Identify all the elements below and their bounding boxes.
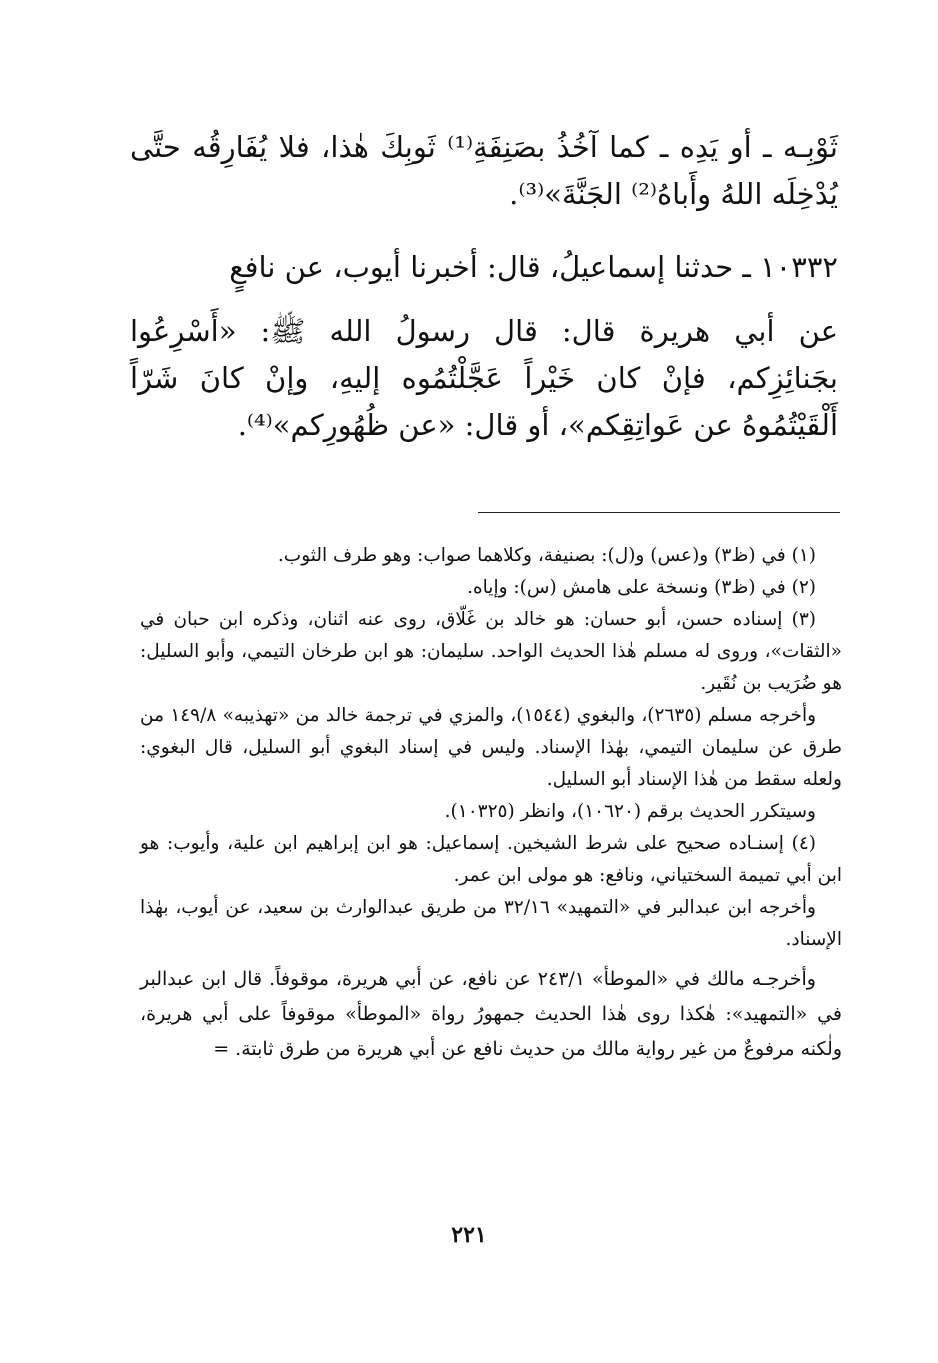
footnote-3-part-b: وأخرجه مسلم (٢٦٣٥)، والبغوي (١٥٤٤)، والمزي في ترجمة خالد من «تهذيبه» ١٤٩/٨ من طرق عن سليمان التيمي، بهٰذا الإسناد. وليس في إسناد البغوي أبو السليل، قال البغوي: ولعله سقط من هٰذا الإسناد أبو السليل. [140, 705, 842, 790]
page-number: ٢٢١ [451, 1222, 487, 1248]
main-paragraph-continuation: ثَوْبِـه ـ أو يَدِه ـ كما آخُذُ بصَنِفَةِ⁽¹⁾ ثَوبِكَ هٰذا، فلا يُفَارِقُه حتَّى يُدْخِلَه اللهُ وأَباهُ⁽²⁾ الجَنَّةَ»⁽³⁾. [130, 130, 839, 211]
hadith-heading: ١٠٣٣٢ ـ حدثنا إسماعيلُ، قال: أخبرنا أيوب، عن نافعٍ [229, 250, 838, 284]
footnote-separator [478, 512, 840, 513]
footnote-4-part-b: وأخرجه ابن عبدالبر في «التمهيد» ٣٢/١٦ من طريق عبدالوارث بن سعيد، عن أيوب، بهٰذا الإسناد. [140, 897, 842, 950]
hadith-text: عن أبي هريرة قال: قال رسولُ الله ﷺ: «أَسْرِعُوا بجَنائِزِكم، فإنْ كان خَيْراً عَجَّلْتُمُوه إليهِ، وإنْ كانَ شَرّاً أَلْقَيْتُمُوهُ عن عَواتِقِكم»، أو قال: «عن ظُهُورِكم»⁽⁴⁾. [130, 314, 838, 442]
footnote-4-part-a: (٤) إسنـاده صحيح على شرط الشيخين. إسماعيل: هو ابن إبراهيم ابن علية، وأيوب: هو ابن أبي تميمة السختياني، ونافع: هو مولى ابن عمر. [140, 833, 842, 886]
footnote-2: (٢) في (ظ٣) ونسخة على هامش (س): وإياه. [467, 577, 816, 598]
footnote-3-part-a: (٣) إسناده حسن، أبو حسان: هو خالد بن غَلّاق، روى عنه اثنان، وذكره ابن حبان في «الثقات»، وروى له مسلم هٰذا الحديث الواحد. سليمان: هو ابن طرخان التيمي، وأبو السليل: هو ضُرَيب بن نُقَير. [140, 609, 842, 694]
footnote-3-part-c: وسيتكرر الحديث برقم (١٠٦٢٠)، وانظر (١٠٣٢٥). [444, 801, 816, 822]
footnote-4-part-c: وأخرجـه مالك في «الموطأ» ٢٤٣/١ عن نافع، عن أبي هريرة، موقوفاً. قال ابن عبدالبر في «التمهيد»: هٰكذا روى هٰذا الحديث جمهورُ رواة «الموطأ» موقوفاً على أبي هريرة، ولٰكنه مرفوعٌ من غير رواية مالك من حديث نافع عن أبي هريرة من طرق ثابتة. = [140, 968, 842, 1060]
footnotes-section [140, 540, 842, 1067]
footnote-1: (١) في (ظ٣) و(عس) و(ل): بصنيفة، وكلاهما صواب: وهو طرف الثوب. [277, 545, 816, 566]
